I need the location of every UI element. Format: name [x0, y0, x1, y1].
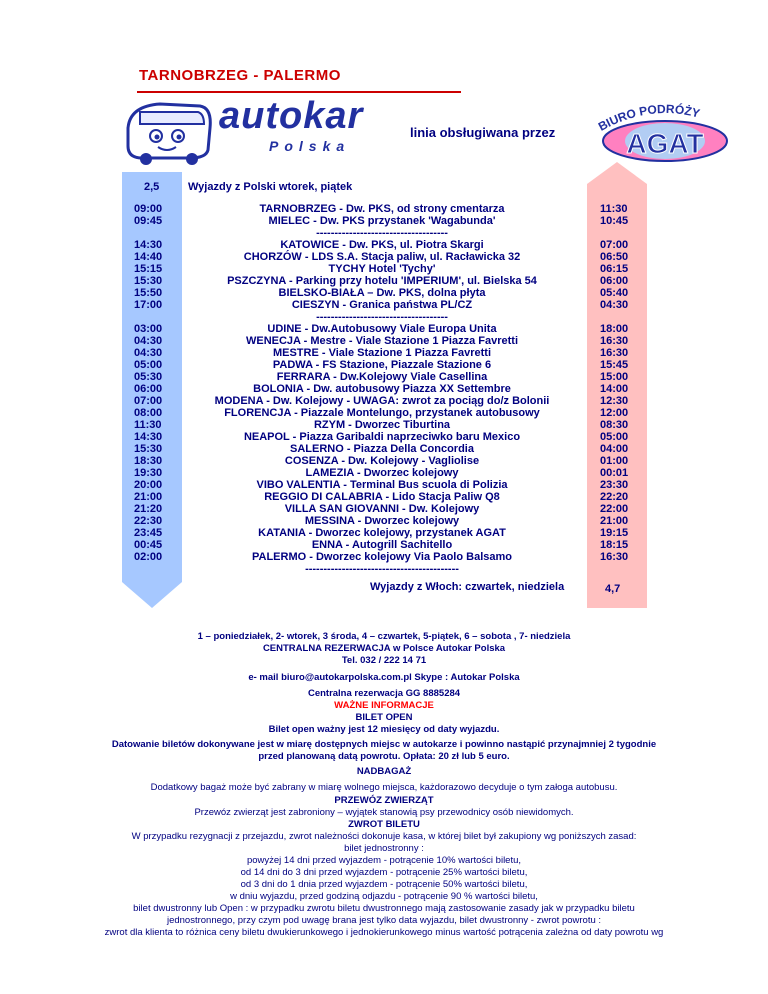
gg-number: Centralna rezerwacja GG 8885284 [307, 688, 461, 699]
time-cell: 08:30 [600, 419, 629, 431]
stop-item: BOLONIA - Dw. autobusowy Piazza XX Settembre [253, 383, 511, 395]
time-cell: 00:45 [134, 539, 163, 551]
time-cell: 02:00 [134, 551, 163, 563]
stop-item: NEAPOL - Piazza Garibaldi naprzeciwko baru Mexico [243, 431, 521, 443]
time-cell: 18:30 [134, 455, 163, 467]
agat-arc-text: BIURO PODRÓŻY [595, 101, 702, 134]
departure-it-text: Wyjazdy z Włoch: czwartek, niedziela [370, 581, 565, 593]
important-heading: WAŻNE INFORMACJE [334, 700, 434, 711]
time-cell: 09:45 [134, 215, 163, 227]
time-cell: 18:00 [600, 323, 629, 335]
time-cell: 04:30 [134, 335, 163, 347]
stop-item: VILLA SAN GIOVANNI - Dw. Kolejowy [284, 503, 480, 515]
days-legend: 1 – poniedziałek, 2- wtorek, 3 środa, 4 – czwartek, 5-piątek, 6 – sobota , 7- niedziela [197, 631, 571, 642]
time-cell: 15:45 [600, 359, 629, 371]
stop-item: CHORZÓW - LDS S.A. Stacja paliw, ul. Racławicka 32 [243, 251, 521, 263]
luggage-text: Dodatkowy bagaż może być zabrany w miarę wolnego miejsca, każdorazowo decyduje o tym załoga autobusu. [150, 782, 618, 793]
time-cell: 23:30 [600, 479, 629, 491]
refund-line: zwrot dla klienta to różnica ceny biletu dwukierunkowego i jednokierunkowego minus wartość potrącenia zależna od daty powrotu wg [104, 927, 664, 938]
open-ticket-text: Bilet open ważny jest 12 miesięcy od daty wyjazdu. [268, 724, 500, 735]
animals-text: Przewóz zwierząt jest zabroniony – wyjątek stanowią psy przewodnicy osób niewidomych. [194, 807, 574, 818]
time-cell: 15:15 [134, 263, 163, 275]
time-cell: 16:30 [600, 551, 629, 563]
refund-line: w dniu wyjazdu, przed godziną odjazdu - potrącenie 90 % wartości biletu, [230, 891, 538, 902]
block2-right-times [600, 239, 636, 311]
time-cell: 05:00 [134, 359, 163, 371]
departure-pl-code: 2,5 [144, 181, 160, 193]
time-cell: 06:00 [134, 383, 163, 395]
time-cell: 08:00 [134, 407, 163, 419]
open-ticket-heading: BILET OPEN [355, 712, 413, 723]
block1-stops [182, 203, 582, 239]
agat-logo-icon [579, 96, 751, 162]
stop-item: KATANIA - Dworzec kolejowy, przystanek AGAT [258, 527, 506, 539]
luggage-heading: NADBAGAŻ [356, 766, 412, 777]
central-reservation: CENTRALNA REZERWACJA w Polsce Autokar Polska [262, 643, 506, 654]
time-cell: 00:01 [600, 467, 629, 479]
legend-and-contact [0, 631, 768, 667]
stop-item: TYCHY Hotel 'Tychy' [328, 263, 436, 275]
time-cell: 22:00 [600, 503, 629, 515]
time-cell: 04:30 [600, 299, 629, 311]
time-cell: 16:30 [600, 347, 629, 359]
time-cell: 05:40 [600, 287, 629, 299]
refund-heading: ZWROT BILETU [348, 819, 420, 830]
block3-stops [182, 323, 582, 563]
time-cell: 15:50 [134, 287, 163, 299]
stop-item: VIBO VALENTIA - Terminal Bus scuola di Polizia [256, 479, 508, 491]
stop-item: ENNA - Autogrill Sachitello [311, 539, 453, 551]
time-cell: 14:30 [134, 431, 163, 443]
time-cell: 21:20 [134, 503, 163, 515]
time-cell: 05:00 [600, 431, 629, 443]
time-cell: 05:30 [134, 371, 163, 383]
block3-right-times [600, 323, 636, 563]
stop-item: PADWA - FS Stazione, Piazzale Stazione 6 [272, 359, 492, 371]
animals-heading: PRZEWÓZ ZWIERZĄT [334, 795, 434, 806]
stop-item: MESSINA - Dworzec kolejowy [304, 515, 460, 527]
dating-section [0, 739, 768, 763]
time-cell: 11:30 [134, 419, 162, 431]
stop-item: MESTRE - Viale Stazione 1 Piazza Favretti [272, 347, 492, 359]
refund-line: bilet dwustronny lub Open : w przypadku zwrotu biletu dwustronnego mają zastosowanie zasady jak w przypadku biletu [133, 903, 635, 914]
time-cell: 06:00 [600, 275, 629, 287]
time-cell: 21:00 [600, 515, 629, 527]
stop-item: UDINE - Dw.Autobusowy Viale Europa Unita [267, 323, 497, 335]
time-cell: 07:00 [134, 395, 163, 407]
stop-item: MIELEC - Dw. PKS przystanek 'Wagabunda' [268, 215, 496, 227]
stop-item: COSENZA - Dw. Kolejowy - Vagliolise [284, 455, 480, 467]
stop-item: MODENA - Dw. Kolejowy - UWAGA: zwrot za pociąg do/z Bolonii [214, 395, 550, 407]
time-cell: 06:15 [600, 263, 629, 275]
stop-item: SALERNO - Piazza Della Concordia [290, 443, 474, 455]
time-cell: 11:30 [600, 203, 628, 215]
title-underline [137, 91, 461, 93]
time-cell: 17:00 [134, 299, 163, 311]
stop-item: PALERMO - Dworzec kolejowy Via Paolo Balsamo [252, 551, 512, 563]
separator: ------------------------------------ [316, 227, 448, 239]
refund-line: od 3 dni do 1 dnia przed wyjazdem - potrącenie 50% wartości biletu, [240, 879, 528, 890]
block2-stops [182, 239, 582, 323]
time-cell: 10:45 [600, 215, 629, 227]
time-cell: 12:00 [600, 407, 629, 419]
time-cell: 16:30 [600, 335, 629, 347]
time-cell: 03:00 [134, 323, 163, 335]
agat-main-text: AGAT [626, 128, 704, 159]
time-cell: 15:30 [134, 443, 163, 455]
block1-right-times [600, 203, 636, 227]
departure-pl-text: Wyjazdy z Polski wtorek, piątek [188, 181, 353, 193]
time-cell: 21:00 [134, 491, 163, 503]
time-cell: 23:45 [134, 527, 163, 539]
stop-item: LAMEZIA - Dworzec kolejowy [305, 467, 459, 479]
separator-final: ------------------------------------------ [305, 563, 459, 575]
time-cell: 04:30 [134, 347, 163, 359]
time-cell: 22:30 [134, 515, 163, 527]
time-cell: 14:00 [600, 383, 629, 395]
dating-line: Datowanie biletów dokonywane jest w miarę dostępnych miejsc w autokarze i powinno nastąpić przynajmniej 2 tygodnie [111, 739, 657, 750]
stop-item: CIESZYN - Granica państwa PL/CZ [291, 299, 473, 311]
refund-rules [0, 831, 768, 939]
refund-line: bilet jednostronny : [344, 843, 424, 854]
separator: ------------------------------------ [316, 311, 448, 323]
refund-line: jednostronnego, przy czym pod uwagę brana jest tylko data wyjazdu, bilet dwustronny - zwrot powrotu : [166, 915, 602, 926]
stop-item: TARNOBRZEG - Dw. PKS, od strony cmentarza [259, 203, 505, 215]
time-cell: 12:30 [600, 395, 629, 407]
stop-item: PSZCZYNA - Parking przy hotelu 'IMPERIUM', ul. Bielska 54 [227, 275, 537, 287]
autokar-logo-text: autokar [219, 95, 364, 137]
autokar-logo-subtext: Polska [269, 138, 351, 154]
time-cell: 15:00 [600, 371, 629, 383]
time-cell: 09:00 [134, 203, 163, 215]
refund-line: W przypadku rezygnacji z przejazdu, zwrot należności dokonuje kasa, w której bilet był zakupiony wg poniższych zasad: [131, 831, 637, 842]
departure-it-code: 4,7 [605, 583, 621, 595]
time-cell: 19:15 [600, 527, 629, 539]
time-cell: 15:30 [134, 275, 163, 287]
block2-left-times [134, 239, 170, 311]
block3-left-times [134, 323, 170, 563]
stop-item: WENECJA - Mestre - Viale Stazione 1 Piazza Favretti [245, 335, 519, 347]
stop-item: RZYM - Dworzec Tiburtina [313, 419, 451, 431]
time-cell: 01:00 [600, 455, 629, 467]
time-cell: 19:30 [134, 467, 163, 479]
time-cell: 06:50 [600, 251, 629, 263]
bus-logo-icon [120, 98, 215, 166]
refund-line: powyżej 14 dni przed wyjazdem - potrącenie 10% wartości biletu, [246, 855, 522, 866]
stop-item: FERRARA - Dw.Kolejowy Viale Casellina [276, 371, 488, 383]
stop-item: KATOWICE - Dw. PKS, ul. Piotra Skargi [280, 239, 484, 251]
important-section [0, 688, 768, 736]
route-title: TARNOBRZEG - PALERMO [139, 67, 341, 84]
stop-item: BIELSKO-BIAŁA – Dw. PKS, dolna płyta [278, 287, 486, 299]
stop-item: REGGIO DI CALABRIA - Lido Stacja Paliw Q8 [264, 491, 500, 503]
time-cell: 14:40 [134, 251, 163, 263]
time-cell: 18:15 [600, 539, 629, 551]
phone-number: Tel. 032 / 222 14 71 [341, 655, 427, 666]
block1-left-times [134, 203, 170, 227]
time-cell: 20:00 [134, 479, 163, 491]
time-cell: 14:30 [134, 239, 163, 251]
contact-line: e- mail biuro@autokarpolska.com.pl Skype : Autokar Polska [248, 672, 520, 683]
time-cell: 22:20 [600, 491, 629, 503]
stop-item: FLORENCJA - Piazzale Montelungo, przystanek autobusowy [224, 407, 540, 419]
operated-by-label: linia obsługiwana przez [410, 125, 556, 140]
dating-line: przed planowaną datą powrotu. Opłata: 20 zł lub 5 euro. [258, 751, 510, 762]
refund-line: od 14 dni do 3 dni przed wyjazdem - potrącenie 25% wartości biletu, [240, 867, 528, 878]
time-cell: 04:00 [600, 443, 629, 455]
time-cell: 07:00 [600, 239, 629, 251]
